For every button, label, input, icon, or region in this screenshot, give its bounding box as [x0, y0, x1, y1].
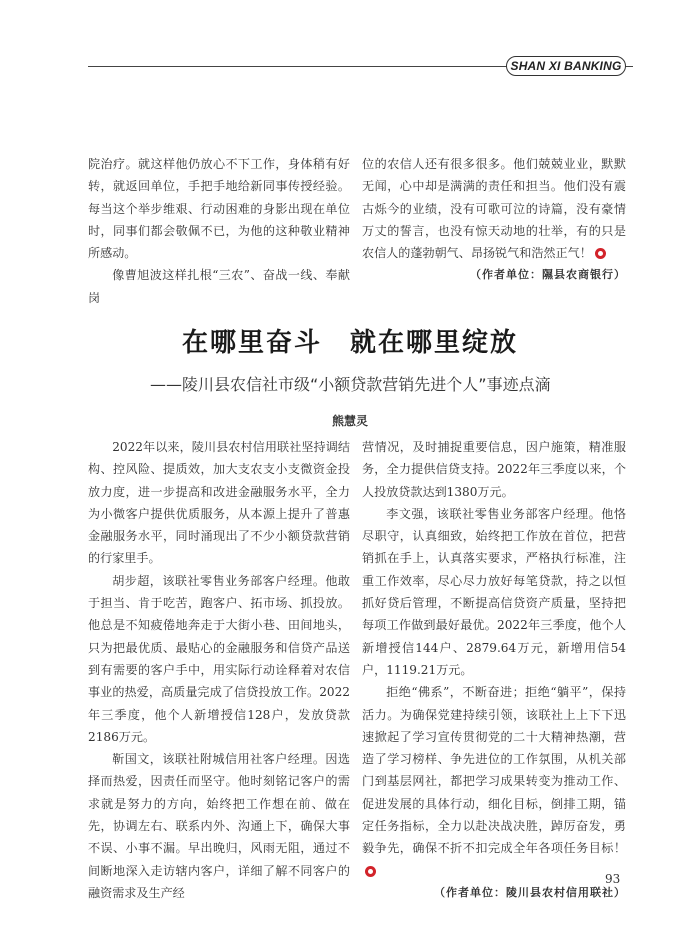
body-paragraph: 李文强，该联社零售业务部客户经理。他恪尽职守，认真细致，始终把工作放在首位，把营销抓在手上，认真落实要求，严格执行标准，注重工作效率，尽心尽力放好每笔贷款，持之以恒抓好贷后管理，不断提高信贷资产质量，坚持把每项工作做到最好最优。2022年三季度，他个人新增授信144户、2879.64万元，新增用信54户，1119.21万元。	[362, 506, 626, 677]
top-left-column	[88, 153, 350, 309]
body-paragraph: 像曹旭波这样扎根“三农”、奋战一线、奉献岗	[88, 268, 350, 305]
body-paragraph: 靳国文，该联社附城信用社客户经理。因选择而热爱，因责任而坚守。他时刻铭记客户的需求就是努力的方向，始终把工作想在前、做在先，协调左右、联系内外、沟通上下，确保大事不误、小事不漏。早出晚归，风雨无阻，通过不间断地深入走访辖内客户，详细了解不同客户的融资需求及生产经	[88, 752, 350, 900]
article-subtitle: ——陵川县农信社市级“小额贷款营销先进个人”事迹点滴	[150, 375, 551, 394]
author-affiliation: （作者单位：隰县农商银行）	[470, 268, 626, 282]
body-text: 拒绝“佛系”，不断奋进；拒绝“躺平”，保持活力。为确保党建持续引领，该联社上上下下迅速掀起了学习宣传贯彻党的二十大精神热潮，营造了学习榜样、争先进位的工作氛围，从机关部门到基层网社，都把学习成果转变为推动工作、促进发展的具体行动，细化目标，倒排工期，锚定任务指标，全力以赴决战决胜，踔厉奋发，勇毅争先，确保不折不扣完成全年各项任务目标！	[362, 685, 626, 856]
end-mark-icon	[365, 866, 376, 877]
body-paragraph	[362, 153, 626, 264]
page-number: 93	[605, 872, 621, 886]
body-paragraph	[362, 681, 626, 882]
article-byline: 熊慧灵	[331, 414, 368, 428]
article-title: 在哪里奋斗 就在哪里绽放	[181, 328, 518, 358]
body-paragraph: 营情况，及时捕捉重要信息，因户施策，精准服务，全力提供信贷支持。2022年三季度以来，个人投放贷款达到1380万元。	[362, 440, 626, 499]
body-text: 位的农信人还有很多很多。他们兢兢业业，默默无闻，心中却是满满的责任和担当。他们没有震古烁今的业绩，没有可歌可泣的诗篇，没有豪情万丈的誓言，也没有惊天动地的壮举，有的只是农信人的蓬勃朝气、昂扬锐气和浩然正气！	[362, 157, 626, 261]
section-tag: SHAN XI BANKING	[506, 56, 626, 76]
body-paragraph: 2022年以来，陵川县农村信用联社坚持调结构、控风险、提质效，加大支农支小支微资金投放力度，进一步提高和改进金融服务水平，全力为小微客户提供优质服务，从本源上提升了普惠金融服务水平，同时涌现出了不少小额贷款营销的行家里手。	[88, 440, 350, 566]
body-paragraph: 院治疗。就这样他仍放心不下工作，身体稍有好转，就返回单位，手把手地给新同事传授经验。每当这个举步维艰、行动困难的身影出现在单位时，同事们都会敬佩不已，为他的这种敬业精神所感动。	[88, 157, 350, 261]
end-mark-icon	[595, 248, 606, 259]
body-paragraph: 胡步超，该联社零售业务部客户经理。他敢于担当、肯于吃苦，跑客户、拓市场、抓投放。他总是不知疲倦地奔走于大街小巷、田间地头，只为把最优质、最贴心的金融服务和信贷产品送到有需要的客户手中，用实际行动诠释着对农信事业的热爱，高质量完成了信贷投放工作。2022年三季度，他个人新增授信128户，发放贷款2186万元。	[88, 573, 350, 744]
article-left-column	[88, 436, 350, 904]
author-affiliation: （作者单位：陵川县农村信用联社）	[434, 885, 626, 899]
top-right-column	[362, 153, 626, 287]
article-right-column	[362, 436, 626, 904]
